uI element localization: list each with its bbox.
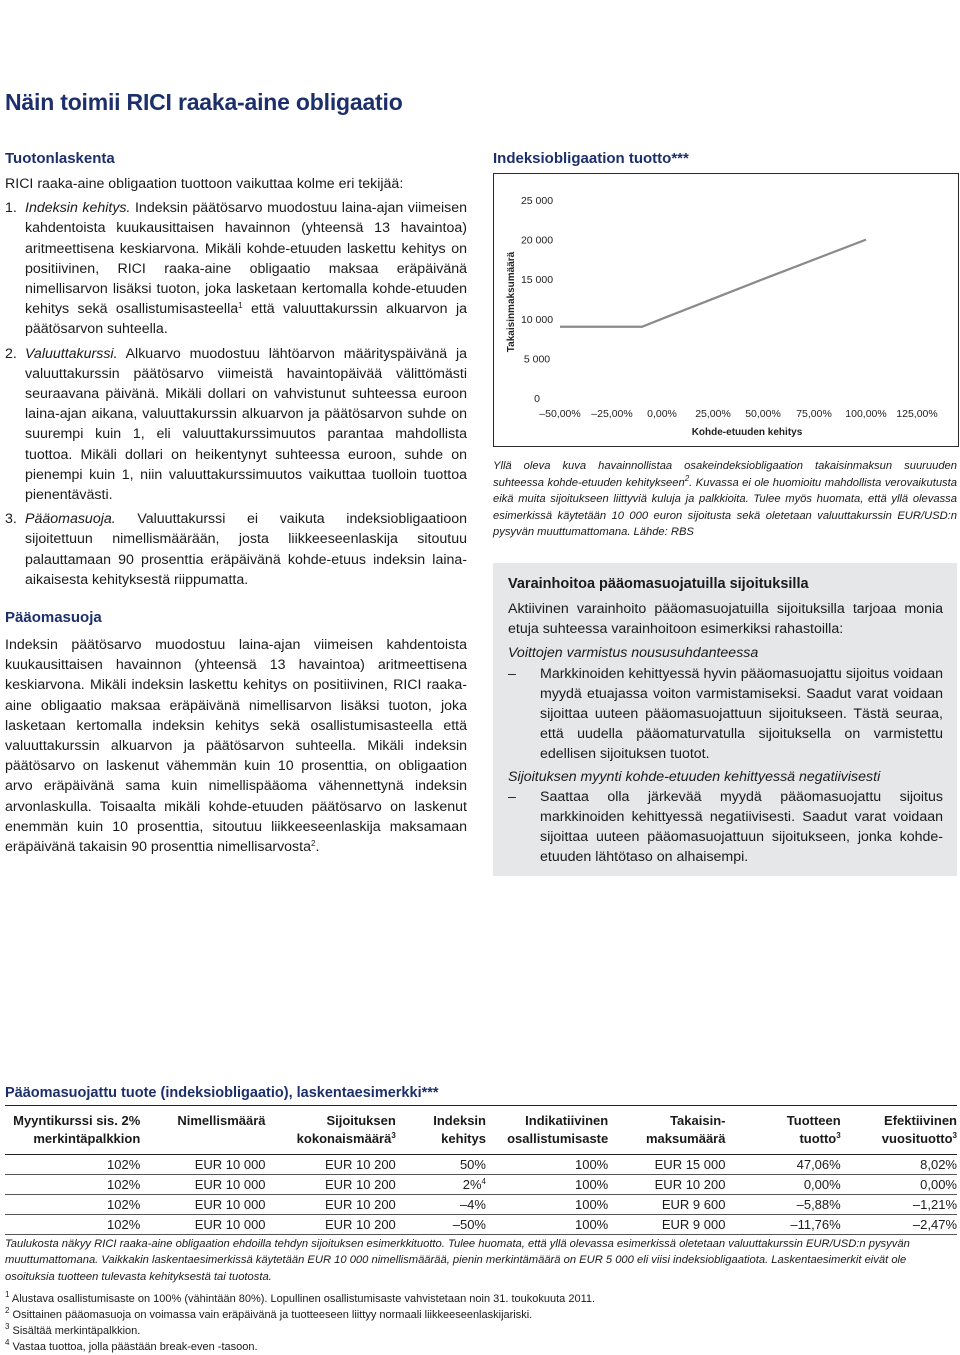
y-tick-label: 0 bbox=[534, 393, 540, 405]
table-cell bbox=[5, 1175, 140, 1195]
item-text bbox=[25, 344, 467, 506]
footnote bbox=[5, 1323, 935, 1339]
cell-value: –5,88% bbox=[797, 1197, 841, 1212]
footnote-text: Vastaa tuottoa, jolla päästään break-even -tasoon. bbox=[13, 1341, 258, 1353]
cell-value: –1,21% bbox=[913, 1197, 957, 1212]
cell-value: 0,00% bbox=[804, 1177, 841, 1192]
bullet-text: Markkinoiden kehittyessä hyvin pääomasuojattu sijoitus voidaan myydä etuajassa voiton varmistamiseksi. Saadut varat voidaan sijoittaa uuteen pääomasuojattuun sijoitukseen. Tästä seuraa, että uudella pääomaturvatulla sijoituksella on varmistettu edellisen sijoituksen tuotot. bbox=[540, 664, 943, 765]
column-header bbox=[396, 1106, 486, 1155]
table-cell bbox=[725, 1215, 840, 1235]
table-cell bbox=[486, 1155, 608, 1175]
footnote-text: Sisältää merkintäpalkkion. bbox=[13, 1325, 141, 1337]
chart-heading: Indeksiobligaation tuotto*** bbox=[493, 150, 689, 167]
header-line-2: vuosituotto bbox=[882, 1131, 953, 1146]
header-line-1: Indeksin bbox=[433, 1113, 486, 1128]
paaomasuoja-body: Indeksin päätösarvo muodostuu laina-ajan viimeisen kahdentoista kuukausittaisen havainnon (yhteensä 13 havaintoa) aritmeettisena keskiarvona. Mikäli indeksin laskettu kehitys on positiivinen, RICI raaka-aine obligaatio maksaa eräpäivänä nimellisarvon lisäksi tuoton, joka lasketaan kertomalla indeksin kehitys sekä osallistumisasteella että valuuttakurssin alkuarvon ja päätösarvon suhteella. Mikäli indeksin päätösarvo on laskenut vähemmän kuin 10 prosenttia, on obligaation arvo eräpäivänä sama kuin nimellispääoma vähennettynä indeksin arvonlaskulla. Toisaalta mikäli kohde-etuuden päätösarvo on laskenut enemmän kuin 10 prosenttia, sitoutuu liikkeeseenlaskija maksamaan eräpäivänä takaisin 90 prosenttia nimellisarvosta bbox=[5, 637, 467, 855]
x-tick-label: 125,00% bbox=[896, 408, 937, 420]
table-heading: Pääomasuojattu tuote (indeksiobligaatio), laskentaesimerkki*** bbox=[5, 1085, 439, 1101]
y-tick-label: 25 000 bbox=[521, 195, 553, 207]
table-cell bbox=[266, 1155, 396, 1175]
table-cell bbox=[608, 1155, 725, 1175]
footnote-ref: 3 bbox=[953, 1131, 957, 1140]
cell-value: –11,76% bbox=[790, 1217, 840, 1232]
bullet-text: Saattaa olla järkevää myydä pääomasuojattu sijoitus markkinoiden kehittyessä negatiivisesti. Saadut varat voidaan sijoittaa uuteen pääomasuojattuun sijoitukseen, jonka kohde-etuuden lähtötaso on alhaisempi. bbox=[540, 787, 943, 868]
info-box bbox=[493, 563, 957, 876]
payoff-chart bbox=[494, 174, 958, 446]
section-heading-tuotonlaskenta: Tuotonlaskenta bbox=[5, 150, 467, 167]
cell-value: 2% bbox=[463, 1177, 482, 1192]
x-axis-title: Kohde-etuuden kehitys bbox=[692, 427, 803, 438]
section-heading-paaomasuoja: Pääomasuoja bbox=[5, 609, 467, 626]
table-cell bbox=[396, 1215, 486, 1235]
table-cell bbox=[396, 1155, 486, 1175]
header-line-2: maksumäärä bbox=[646, 1131, 726, 1146]
footnote-ref: 3 bbox=[391, 1131, 395, 1140]
cell-value: 47,06% bbox=[797, 1157, 841, 1172]
caption-footnote-ref: 2 bbox=[685, 474, 689, 483]
intro-text: RICI raaka-aine obligaation tuottoon vaikuttaa kolme eri tekijää: bbox=[5, 174, 467, 194]
cell-value: 102% bbox=[107, 1197, 140, 1212]
item-body: Valuuttakurssi ei vaikuta indeksiobligaatioon sijoitettuun nimellismäärään, josta liikkeeseenlaskija sitoutuu palauttamaan 90 prosenttia eräpäivänä kohde-etuus indeksin laina-aikaisesta kehityksestä riippumatta. bbox=[25, 511, 467, 588]
footnote-ref: 3 bbox=[836, 1131, 840, 1140]
table-cell bbox=[266, 1175, 396, 1195]
x-tick-label: –50,00% bbox=[539, 408, 580, 420]
header-line-1: Sijoituksen bbox=[326, 1113, 395, 1128]
x-tick-label: 50,00% bbox=[745, 408, 781, 420]
table-cell bbox=[140, 1175, 265, 1195]
paaomasuoja-text bbox=[5, 635, 467, 857]
table-cell bbox=[266, 1195, 396, 1215]
factor-item bbox=[5, 344, 467, 506]
cell-value: EUR 10 000 bbox=[195, 1217, 266, 1232]
column-header bbox=[725, 1106, 840, 1155]
y-tick-label: 15 000 bbox=[521, 274, 553, 286]
paaomasuoja-end: . bbox=[315, 839, 319, 855]
table-row bbox=[5, 1215, 957, 1235]
table-cell bbox=[841, 1155, 957, 1175]
cell-value: –2,47% bbox=[913, 1217, 957, 1232]
cell-value: EUR 9 000 bbox=[662, 1217, 726, 1232]
cell-value: EUR 10 200 bbox=[325, 1177, 396, 1192]
table-cell bbox=[486, 1195, 608, 1215]
cell-value: EUR 10 200 bbox=[325, 1157, 396, 1172]
item-body-2: että valuuttakurssin alkuarvon ja päätösarvon suhteella. bbox=[25, 301, 467, 337]
x-tick-label: 100,00% bbox=[845, 408, 886, 420]
y-tick-label: 5 000 bbox=[524, 353, 550, 365]
cell-value: EUR 15 000 bbox=[655, 1157, 726, 1172]
info-box-subheading-1: Voittojen varmistus noususuhdanteessa bbox=[508, 645, 758, 661]
table-cell bbox=[725, 1195, 840, 1215]
chart-frame bbox=[493, 173, 959, 447]
footnote-number: 1 bbox=[5, 1290, 9, 1299]
cell-value: EUR 10 200 bbox=[655, 1177, 726, 1192]
header-line-2: osallistumisaste bbox=[507, 1131, 608, 1146]
factor-list bbox=[5, 198, 467, 590]
header-line-2: kokonaismäärä bbox=[297, 1131, 392, 1146]
cell-value: 100% bbox=[575, 1157, 608, 1172]
cell-value: 102% bbox=[107, 1217, 140, 1232]
table-cell bbox=[841, 1175, 957, 1195]
info-box-bullet-2 bbox=[508, 787, 943, 868]
column-header bbox=[140, 1106, 265, 1155]
cell-value: EUR 10 200 bbox=[325, 1217, 396, 1232]
cell-value: 100% bbox=[575, 1217, 608, 1232]
footnote-ref: 2 bbox=[311, 839, 315, 848]
table-cell bbox=[396, 1175, 486, 1195]
cell-value: 102% bbox=[107, 1177, 140, 1192]
item-text bbox=[25, 509, 467, 590]
item-number: 2. bbox=[5, 344, 25, 506]
column-header bbox=[266, 1106, 396, 1155]
header-line-2: kehitys bbox=[441, 1131, 486, 1146]
column-header bbox=[841, 1106, 957, 1155]
table-cell bbox=[841, 1195, 957, 1215]
table-cell bbox=[486, 1215, 608, 1235]
factor-item bbox=[5, 198, 467, 339]
table-cell bbox=[5, 1215, 140, 1235]
table-cell bbox=[396, 1195, 486, 1215]
cell-value: EUR 10 000 bbox=[195, 1177, 266, 1192]
table-cell bbox=[608, 1175, 725, 1195]
table-row bbox=[5, 1155, 957, 1175]
cell-value: EUR 10 200 bbox=[325, 1197, 396, 1212]
column-header bbox=[486, 1106, 608, 1155]
y-tick-label: 10 000 bbox=[521, 314, 553, 326]
footnotes bbox=[5, 1291, 935, 1355]
cell-value: 102% bbox=[107, 1157, 140, 1172]
footnote-number: 3 bbox=[5, 1322, 9, 1331]
example-table bbox=[5, 1105, 957, 1235]
footnote-ref: 1 bbox=[238, 301, 242, 310]
table-cell bbox=[140, 1215, 265, 1235]
table-row bbox=[5, 1195, 957, 1215]
x-tick-label: 0,00% bbox=[647, 408, 677, 420]
chart-caption bbox=[493, 458, 957, 541]
cell-value: –4% bbox=[460, 1197, 486, 1212]
header-line-2: merkintäpalkkion bbox=[33, 1131, 140, 1146]
footnote-ref: 4 bbox=[482, 1177, 486, 1186]
table-note: Taulukosta näkyy RICI raaka-aine obligaation ehdoilla tehdyn sijoituksen esimerkkituotto. Tulee huomata, että yllä olevassa esimerkissä oletetaan valuuttakurssin EUR/USD:n pysyvän muuttumattomana. Vaikkakin laskentaesimerkissä käytetään EUR 10 000 nimellismäärää, pienin merkintämäärä on EUR 5 000 eli viisi indeksiobligaatiota. Laskentaesimerkit eivät ole osoituksia tuotteen tulevasta kehityksestä tai tuotosta. bbox=[5, 1236, 935, 1285]
x-tick-label: –25,00% bbox=[591, 408, 632, 420]
item-label: Valuuttakurssi. bbox=[25, 346, 118, 362]
item-number: 1. bbox=[5, 198, 25, 339]
column-header bbox=[608, 1106, 725, 1155]
cell-value: 100% bbox=[575, 1197, 608, 1212]
x-tick-label: 75,00% bbox=[796, 408, 832, 420]
table-cell bbox=[725, 1155, 840, 1175]
table-cell bbox=[140, 1155, 265, 1175]
caption-text-2: . Kuvassa ei ole huomioitu mahdollista verovaikutusta eikä muita sijoitukseen liittyviä kuluja ja palkkioita. Tulee myös huomata, että yllä olevassa esimerkissä käytetään 10 000 euron sijoitusta sekä oletetaan valuuttakurssin EUR/USD:n pysyvän muuttumattomana. Lähde: RBS bbox=[493, 477, 957, 539]
dash-bullet: – bbox=[508, 664, 540, 765]
header-line-1: Myyntikurssi sis. 2% bbox=[13, 1113, 140, 1128]
footnote bbox=[5, 1307, 935, 1323]
header-line-1: Takaisin- bbox=[670, 1113, 725, 1128]
cell-value: EUR 10 000 bbox=[195, 1157, 266, 1172]
caption-text: Yllä oleva kuva havainnollistaa osakeindeksiobligaation takaisinmaksun suuruuden suhteessa kohde-etuuden kehitykseen bbox=[493, 460, 957, 489]
example-table-wrap bbox=[5, 1105, 957, 1235]
cell-value: 8,02% bbox=[920, 1157, 957, 1172]
footnote bbox=[5, 1339, 935, 1355]
footnote-text: Alustava osallistumisaste on 100% (vähintään 80%). Lopullinen osallistumisaste vahvistetaan noin 31. toukokuuta 2011. bbox=[12, 1293, 595, 1305]
item-label: Indeksin kehitys. bbox=[25, 200, 130, 216]
header-line-1: Efektiivinen bbox=[884, 1113, 957, 1128]
table-header-row bbox=[5, 1106, 957, 1155]
footnote-number: 2 bbox=[5, 1306, 9, 1315]
item-text bbox=[25, 198, 467, 339]
cell-value: 50% bbox=[460, 1157, 486, 1172]
left-column bbox=[5, 150, 467, 857]
item-label: Pääomasuoja. bbox=[25, 511, 116, 527]
table-cell bbox=[5, 1155, 140, 1175]
header-line-1: Nimellismäärä bbox=[177, 1113, 265, 1128]
footnote-text: Osittainen pääomasuoja on voimassa vain eräpäivänä ja tuotteeseen liittyy normaali liikkeeseenlaskijariski. bbox=[13, 1309, 533, 1321]
table-cell bbox=[725, 1175, 840, 1195]
table-cell bbox=[140, 1195, 265, 1215]
header-line-1: Indikatiivinen bbox=[525, 1113, 608, 1128]
cell-value: EUR 10 000 bbox=[195, 1197, 266, 1212]
item-body: Alkuarvo muodostuu lähtöarvon määrityspäivänä ja valuuttakurssin päätösarvo viimeistä havaintopäivää välittömästi seuraavana päivänä. Mikäli dollari on vahvistunut suhteessa euroon laina-ajan aikana, valuuttakurssin alkuarvon ja päätösarvon suhde on suurempi kuin 1, eli valuuttakurssimuutos parantaa mahdollista tuottoa. Mikäli dollari on heikentynyt suhteessa euroon, suhde on pienempi kuin 1, niin valuuttakurssimuutos vaikuttaa tuolloin tuottoa pienentävästi. bbox=[25, 346, 467, 503]
info-box-subheading-2: Sijoituksen myynti kohde-etuuden kehittyessä negatiivisesti bbox=[508, 769, 880, 785]
info-box-intro: Aktiivinen varainhoito pääomasuojatuilla sijoituksilla tarjoaa monia etuja suhteessa varainhoitoon esimerkiksi rahastoilla: bbox=[508, 599, 943, 639]
factor-item bbox=[5, 509, 467, 590]
header-line-2: tuotto bbox=[799, 1131, 836, 1146]
y-axis-title: Takaisinmaksumäärä bbox=[506, 251, 517, 352]
column-header bbox=[5, 1106, 140, 1155]
series-line bbox=[560, 240, 866, 327]
cell-value: EUR 9 600 bbox=[662, 1197, 726, 1212]
table-cell bbox=[841, 1215, 957, 1235]
table-cell bbox=[266, 1215, 396, 1235]
table-cell bbox=[608, 1195, 725, 1215]
item-number: 3. bbox=[5, 509, 25, 590]
table-cell bbox=[608, 1215, 725, 1235]
footnote-number: 4 bbox=[5, 1338, 9, 1347]
page-title: Näin toimii RICI raaka-aine obligaatio bbox=[5, 89, 403, 116]
dash-bullet: – bbox=[508, 787, 540, 868]
info-box-bullet-1 bbox=[508, 664, 943, 765]
cell-value: 100% bbox=[575, 1177, 608, 1192]
table-cell bbox=[486, 1175, 608, 1195]
cell-value: –50% bbox=[453, 1217, 486, 1232]
table-cell bbox=[5, 1195, 140, 1215]
item-body: Indeksin päätösarvo muodostuu laina-ajan viimeisen kahdentoista kuukausittaisen havainnon (yhteensä 13 havaintoa) aritmeettisena keskiarvona. Mikäli kohde-etuuden laskettu kehitys on positiivinen, RICI raaka-aine obligaatio maksaa eräpäivänä nimellisarvon lisäksi tuoton, joka lasketaan kertomalla kohde-etuuden kehitys sekä osallistumisasteella bbox=[25, 200, 467, 317]
header-line-1: Tuotteen bbox=[787, 1113, 841, 1128]
y-tick-label: 20 000 bbox=[521, 235, 553, 247]
table-row bbox=[5, 1175, 957, 1195]
info-box-heading: Varainhoitoa pääomasuojatuilla sijoituksilla bbox=[508, 576, 943, 592]
x-tick-label: 25,00% bbox=[695, 408, 731, 420]
footnote bbox=[5, 1291, 935, 1307]
cell-value: 0,00% bbox=[920, 1177, 957, 1192]
